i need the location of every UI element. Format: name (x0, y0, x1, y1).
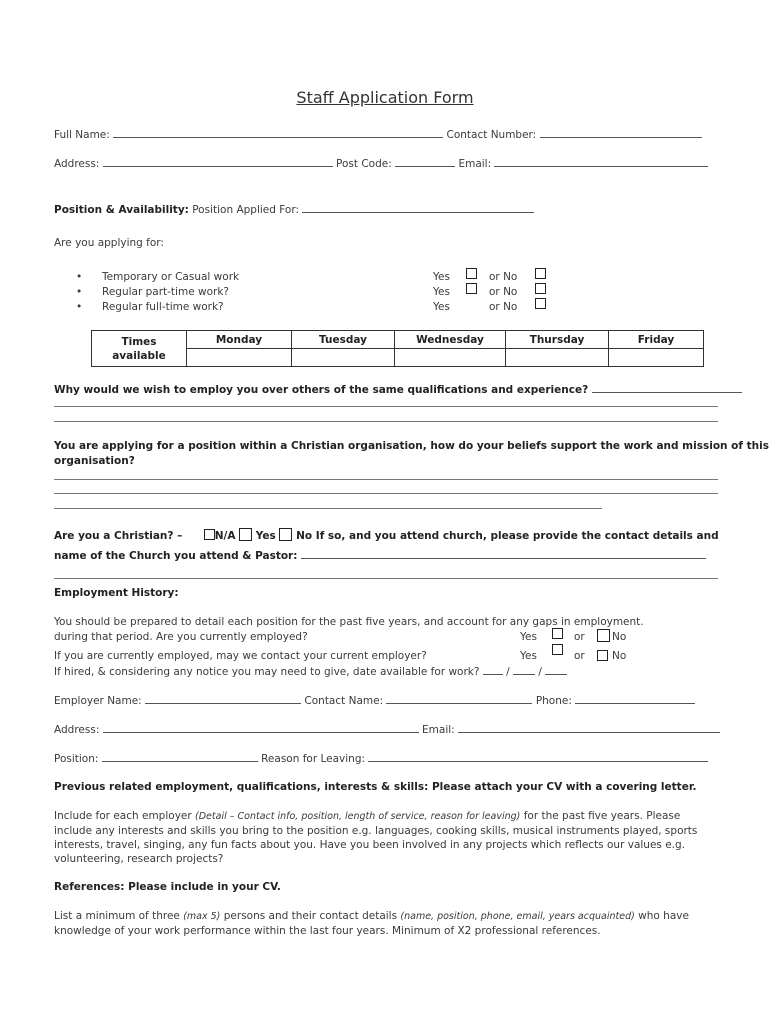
employment-text: during that period. Are you currently employed? (54, 631, 308, 643)
employ-question-row (54, 382, 742, 397)
thursday-cell[interactable] (506, 349, 609, 367)
position-label: Position Applied For: (192, 204, 300, 216)
day-header: Tuesday (292, 331, 395, 349)
employ-answer-field[interactable] (592, 382, 742, 393)
contact-name-label: Contact Name: (304, 695, 384, 707)
employed-yes-checkbox[interactable] (552, 628, 563, 639)
employed-no-checkbox[interactable] (597, 629, 610, 642)
month-field[interactable] (513, 664, 535, 675)
contact-number-field[interactable] (540, 127, 702, 138)
employer-email-label: Email: (422, 724, 455, 736)
beliefs-question: You are applying for a position within a Christian organisation, how do your beliefs support the work and mission of this (54, 440, 769, 452)
include-paragraph: Include for each employer (Detail – Contact info, position, length of service, reason for leaving) for the past five years. Please include any interests and skills you bring to the position e.g. languages, cooking skills, musical instruments played, sports interests, travel, singing, any fun facts about you. Have you been involved in any projects which reflects our values e.g. volunteering, research projects? (54, 810, 698, 865)
answer-line[interactable] (54, 406, 718, 407)
church-label: name of the Church you attend & Pastor: (54, 550, 298, 562)
times-available-header: Times available (92, 331, 187, 367)
post-code-field[interactable] (395, 156, 455, 167)
work-yes-checkbox[interactable] (466, 268, 477, 279)
church-field[interactable] (301, 548, 706, 559)
work-type-label: Regular part-time work? (102, 286, 229, 298)
position-heading: Position & Availability: (54, 204, 189, 216)
date-separator: / (538, 666, 542, 678)
employer-row (54, 693, 695, 708)
references-heading: References: Please include in your CV. (54, 881, 281, 893)
reason-field[interactable] (368, 751, 708, 762)
email-field[interactable] (494, 156, 708, 167)
answer-line[interactable] (54, 421, 718, 422)
christian-label: Are you a Christian? – (54, 530, 183, 542)
monday-cell[interactable] (187, 349, 292, 367)
church-question: If so, and you attend church, please provide the contact details and (315, 530, 719, 542)
na-checkbox[interactable] (204, 529, 215, 540)
employed-yes-label: Yes (520, 631, 537, 643)
employment-heading: Employment History: (54, 587, 179, 599)
na-label: N/A (214, 530, 236, 542)
reason-label: Reason for Leaving: (261, 753, 366, 765)
contact-no-label: No (612, 650, 627, 662)
wednesday-cell[interactable] (395, 349, 506, 367)
day-header: Wednesday (395, 331, 506, 349)
work-no-checkbox[interactable] (535, 268, 546, 279)
employer-address-label: Address: (54, 724, 100, 736)
work-no-label: or No (489, 301, 518, 313)
yes-label: Yes (255, 530, 276, 542)
post-code-label: Post Code: (336, 158, 392, 170)
address-label: Address: (54, 158, 100, 170)
work-yes-label: Yes (433, 301, 450, 313)
year-field[interactable] (545, 664, 567, 675)
contact-yes-checkbox[interactable] (552, 644, 563, 655)
day-header: Friday (609, 331, 704, 349)
answer-line[interactable] (54, 479, 718, 480)
email-label: Email: (458, 158, 492, 170)
no-label: No (296, 530, 313, 542)
full-name-label: Full Name: (54, 129, 110, 141)
answer-line[interactable] (54, 578, 718, 579)
list-paragraph: List a minimum of three (max 5) persons and their contact details (name, position, phone, email, years acquainted) who have knowledge of your work performance within the last four years. Minimum of X2 professional references. (54, 910, 689, 937)
day-field[interactable] (483, 664, 503, 675)
address-row (54, 156, 708, 171)
day-header: Thursday (506, 331, 609, 349)
work-type-label: Regular full-time work? (102, 301, 224, 313)
work-bullet: • (76, 286, 83, 298)
work-no-label: or No (489, 286, 518, 298)
answer-line[interactable] (54, 508, 602, 509)
work-yes-label: Yes (433, 286, 450, 298)
church-row (54, 548, 706, 563)
tuesday-cell[interactable] (292, 349, 395, 367)
employment-text: You should be prepared to detail each position for the past five years, and account for any gaps in employment. (54, 616, 644, 628)
employer-name-label: Employer Name: (54, 695, 142, 707)
availability-table (91, 330, 704, 367)
phone-field[interactable] (575, 693, 695, 704)
employer-name-field[interactable] (145, 693, 301, 704)
phone-label: Phone: (535, 695, 572, 707)
full-name-row (54, 127, 702, 142)
christian-row (54, 528, 719, 543)
employment-text: If you are currently employed, may we contact your current employer? (54, 650, 427, 662)
full-name-field[interactable] (113, 127, 443, 138)
work-yes-checkbox[interactable] (466, 283, 477, 294)
address-field[interactable] (103, 156, 333, 167)
contact-yes-label: Yes (520, 650, 537, 662)
employer-email-field[interactable] (458, 722, 720, 733)
position-field[interactable] (302, 202, 534, 213)
employer-address-row (54, 722, 720, 737)
answer-line[interactable] (54, 493, 718, 494)
beliefs-question-cont: organisation? (54, 455, 135, 467)
work-no-label: or No (489, 271, 518, 283)
day-header: Monday (187, 331, 292, 349)
work-type-label: Temporary or Casual work (102, 271, 240, 283)
work-bullet: • (76, 301, 83, 313)
no-checkbox[interactable] (279, 528, 292, 541)
employer-position-row (54, 751, 708, 766)
employ-question: Why would we wish to employ you over others of the same qualifications and experience? (54, 384, 589, 396)
page-title: Staff Application Form (296, 88, 474, 107)
contact-no-checkbox[interactable] (597, 650, 608, 661)
employer-position-label: Position: (54, 753, 99, 765)
contact-name-field[interactable] (386, 693, 532, 704)
applying-for-label: Are you applying for: (54, 237, 164, 249)
previous-employment-heading: Previous related employment, qualifications, interests & skills: Please attach your CV with a covering letter. (54, 781, 697, 793)
available-date-label: If hired, & considering any notice you may need to give, date available for work? (54, 666, 480, 678)
work-yes-label: Yes (433, 271, 450, 283)
yes-checkbox[interactable] (239, 528, 252, 541)
position-row (54, 202, 534, 217)
employer-position-field[interactable] (102, 751, 258, 762)
work-no-checkbox[interactable] (535, 283, 546, 294)
contact-number-label: Contact Number: (446, 129, 537, 141)
employed-no-label: No (612, 631, 627, 643)
employer-address-field[interactable] (103, 722, 419, 733)
contact-or-label: or (574, 650, 585, 662)
work-bullet: • (76, 271, 83, 283)
friday-cell[interactable] (609, 349, 704, 367)
work-no-checkbox[interactable] (535, 298, 546, 309)
available-date-row (54, 664, 567, 679)
date-separator: / (506, 666, 510, 678)
employed-or-label: or (574, 631, 585, 643)
